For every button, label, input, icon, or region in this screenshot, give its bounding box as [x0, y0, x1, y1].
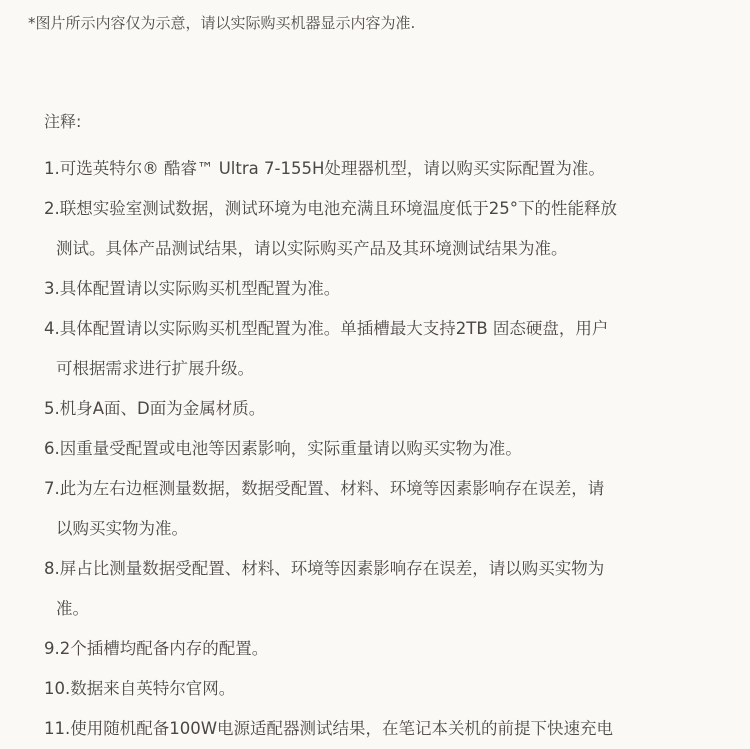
note-item	[44, 709, 724, 749]
note-item	[44, 149, 724, 189]
note-item	[44, 629, 724, 669]
note-line: 10.数据来自英特尔官网。	[44, 679, 236, 698]
note-item	[44, 429, 724, 469]
note-line: 3.具体配置请以实际购买机型配置为准。	[44, 279, 341, 298]
note-item	[44, 389, 724, 429]
note-line: 6.因重量受配置或电池等因素影响，实际重量请以购买实物为准。	[44, 439, 522, 458]
note-item	[44, 189, 724, 269]
note-item	[44, 669, 724, 709]
note-line-continued: 以购买实物为准。	[56, 519, 188, 538]
note-line: 4.具体配置请以实际购买机型配置为准。单插槽最大支持2TB 固态硬盘，用户	[44, 319, 609, 338]
note-line-continued: 准。	[56, 599, 89, 618]
note-line-continued: 测试。具体产品测试结果，请以实际购买产品及其环境测试结果为准。	[56, 239, 568, 258]
note-line-continued: 可根据需求进行扩展升级。	[56, 359, 254, 378]
notes-heading: 注释:	[44, 112, 82, 131]
note-line: 9.2个插槽均配备内存的配置。	[44, 639, 269, 658]
notes-list	[44, 149, 724, 749]
note-line: 7.此为左右边框测量数据，数据受配置、材料、环境等因素影响存在误差，请	[44, 479, 605, 498]
note-item	[44, 309, 724, 389]
note-line: 2.联想实验室测试数据，测试环境为电池充满且环境温度低于25°下的性能释放	[44, 199, 617, 218]
note-item	[44, 269, 724, 309]
note-item	[44, 469, 724, 549]
note-line: 8.屏占比测量数据受配置、材料、环境等因素影响存在误差，请以购买实物为	[44, 559, 605, 578]
notes-section	[44, 109, 724, 749]
note-line: 11.使用随机配备100W电源适配器测试结果，在笔记本关机的前提下快速充电	[44, 719, 614, 738]
note-line: 1.可选英特尔® 酷睿™ Ultra 7-155H处理器机型，请以购买实际配置为准。	[44, 159, 605, 178]
note-item	[44, 549, 724, 629]
note-line: 5.机身A面、D面为金属材质。	[44, 399, 266, 418]
image-disclaimer: *图片所示内容仅为示意，请以实际购买机器显示内容为准.	[28, 14, 416, 32]
